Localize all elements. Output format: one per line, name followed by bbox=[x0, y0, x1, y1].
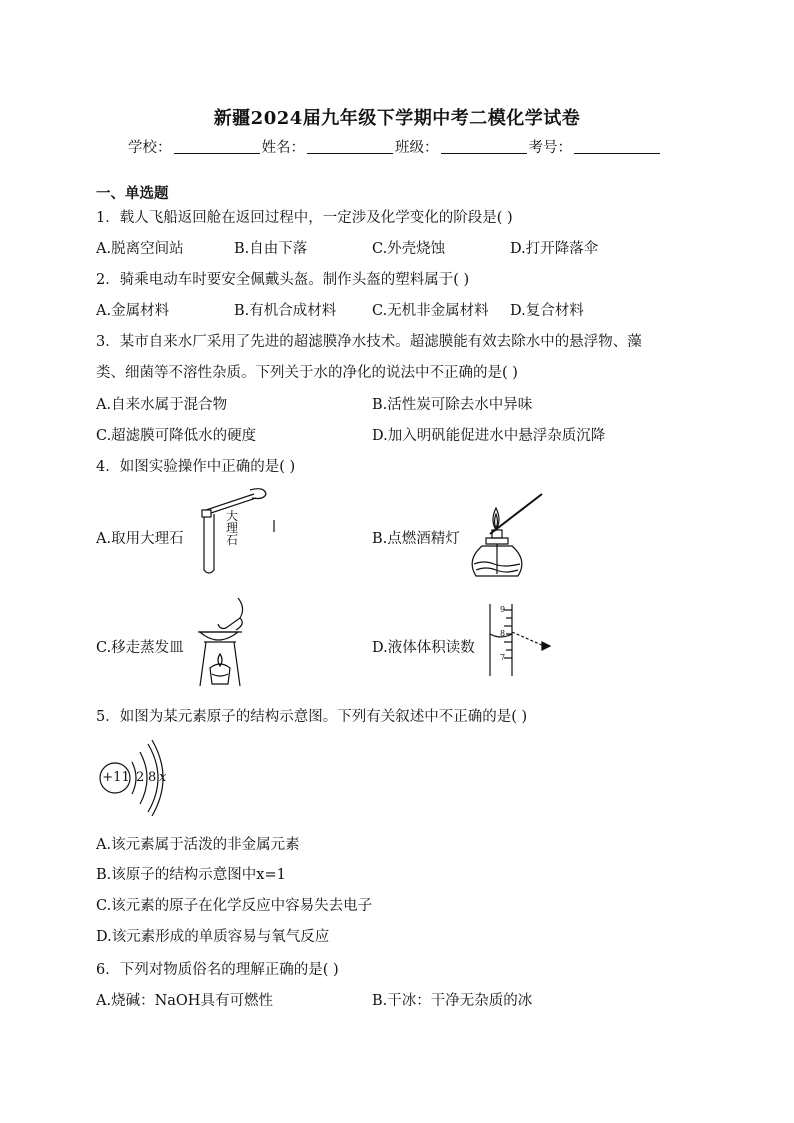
q3-option-a[interactable]: A.自来水属于混合物 bbox=[96, 397, 228, 413]
school-blank[interactable] bbox=[174, 139, 260, 154]
q4-option-c[interactable]: C.移走蒸发皿 bbox=[96, 640, 184, 656]
shell-2-electrons: 8 bbox=[148, 770, 157, 785]
question-5-stem: 5．如图为某元素原子的结构示意图。下列有关叙述中不正确的是( ) bbox=[96, 709, 528, 725]
figure-graduated-cylinder bbox=[486, 604, 558, 676]
q6-option-b[interactable]: B.干冰：干净无杂质的冰 bbox=[372, 993, 533, 1009]
q4-option-b[interactable]: B.点燃酒精灯 bbox=[372, 531, 460, 547]
name-blank[interactable] bbox=[307, 139, 393, 154]
question-6-stem: 6．下列对物质俗名的理解正确的是( ) bbox=[96, 962, 339, 978]
name-label: 姓名： bbox=[261, 140, 305, 156]
question-4-stem: 4．如图实验操作中正确的是( ) bbox=[96, 459, 296, 475]
q5-option-a[interactable]: A.该元素属于活泼的非金属元素 bbox=[96, 837, 300, 853]
figure-evaporating-dish bbox=[196, 598, 252, 690]
q4-option-d[interactable]: D.液体体积读数 bbox=[372, 640, 475, 656]
cylinder-tick-8: 8 bbox=[500, 629, 506, 638]
q1-option-a[interactable]: A.脱离空间站 bbox=[96, 241, 184, 257]
class-blank[interactable] bbox=[441, 139, 527, 154]
question-1-stem: 1．载人飞船返回舱在返回过程中，一定涉及化学变化的阶段是( ) bbox=[96, 210, 513, 226]
hand-icon bbox=[218, 598, 243, 629]
q3-option-c[interactable]: C.超滤膜可降低水的硬度 bbox=[96, 428, 257, 444]
shell-3-electrons: x bbox=[159, 770, 167, 785]
q5-option-b[interactable]: B.该原子的结构示意图中x=1 bbox=[96, 867, 286, 883]
cylinder-tick-9: 9 bbox=[500, 605, 506, 614]
q1-option-d[interactable]: D.打开降落伞 bbox=[510, 241, 599, 257]
q2-option-b[interactable]: B.有机合成材料 bbox=[234, 303, 337, 319]
section-heading: 一、单选题 bbox=[96, 185, 169, 202]
cylinder-tick-7: 7 bbox=[500, 653, 506, 662]
question-2-stem: 2．骑乘电动车时要安全佩戴头盔。制作头盔的塑料属于( ) bbox=[96, 272, 470, 288]
q3-option-b[interactable]: B.活性炭可除去水中异味 bbox=[372, 397, 533, 413]
figure-alcohol-lamp bbox=[462, 490, 552, 582]
question-3-stem-line1: 3．某市自来水厂采用了先进的超滤膜净水技术。超滤膜能有效去除水中的悬浮物、藻 bbox=[96, 334, 642, 350]
q4-option-a[interactable]: A.取用大理石 bbox=[96, 531, 184, 547]
q5-option-d[interactable]: D.该元素形成的单质容易与氧气反应 bbox=[96, 929, 330, 945]
class-label: 班级： bbox=[395, 140, 439, 156]
q1-option-c[interactable]: C.外壳烧蚀 bbox=[372, 241, 446, 257]
number-label: 考号： bbox=[528, 140, 572, 156]
school-label: 学校： bbox=[128, 140, 172, 156]
q3-option-d[interactable]: D.加入明矾能促进水中悬浮杂质沉降 bbox=[372, 428, 606, 444]
q1-option-b[interactable]: B.自由下落 bbox=[234, 241, 308, 257]
nucleus-charge: +11 bbox=[102, 770, 130, 785]
student-info-line bbox=[128, 136, 662, 157]
q2-option-d[interactable]: D.复合材料 bbox=[510, 303, 584, 319]
q2-option-c[interactable]: C.无机非金属材料 bbox=[372, 303, 489, 319]
q2-option-a[interactable]: A.金属材料 bbox=[96, 303, 170, 319]
page-title: 新疆2024届九年级下学期中考二模化学试卷 bbox=[213, 108, 581, 129]
question-3-stem-line2: 类、细菌等不溶性杂质。下列关于水的净化的说法中不正确的是( ) bbox=[96, 365, 518, 381]
test-tube-icon bbox=[204, 514, 214, 573]
dish-icon bbox=[200, 632, 238, 640]
tongs-icon bbox=[206, 494, 254, 510]
eye-icon bbox=[542, 642, 550, 650]
marble-label: 大 理 石 bbox=[225, 509, 238, 547]
shell-1-electrons: 2 bbox=[136, 770, 145, 785]
number-blank[interactable] bbox=[574, 139, 660, 154]
q6-option-a[interactable]: A.烧碱：NaOH具有可燃性 bbox=[96, 993, 273, 1009]
q5-option-c[interactable]: C.该元素的原子在化学反应中容易失去电子 bbox=[96, 898, 373, 914]
